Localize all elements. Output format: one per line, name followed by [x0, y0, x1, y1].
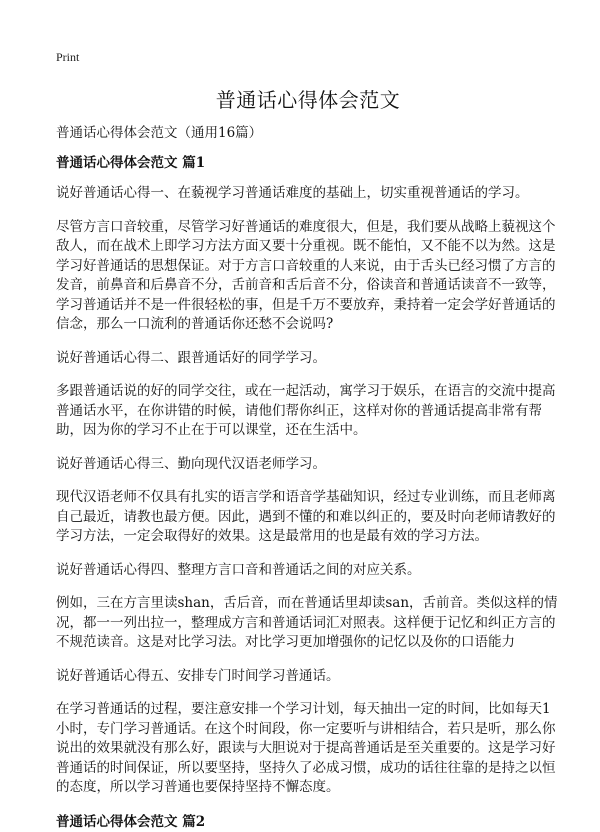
paragraph: 例如，三在方言里读shan，舌后音，而在普通话里却读san，舌前音。类似这样的情况，都一一列出拉一，整理成方言和普通话词汇对照表。这样便于记忆和纠正方言的不规范读音。这是对比学习法。对比学习更加增强你的记忆以及你的口语能力 — [56, 595, 558, 650]
document-subtitle: 普通话心得体会范文（通用16篇） — [56, 125, 263, 141]
paragraph: 说好普通话心得四、整理方言口音和普通话之间的对应关系。 — [56, 561, 421, 578]
paragraph: 多跟普通话说的好的同学交往，或在一起活动，寓学习于娱乐，在语言的交流中提高普通话水平，在你讲错的时候，请他们帮你纠正，这样对你的普通话提高非常有帮助，因为你的学习不止在于可以课堂，还在生活中。 — [56, 383, 556, 438]
paragraph: 现代汉语老师不仅具有扎实的语言学和语音学基础知识，经过专业训练，而且老师离自己最近，请教也最方便。因此，遇到不懂的和难以纠正的，要及时向老师请教好的学习方法，一定会取得好的效果。这是最常用的也是最有效的学习方法。 — [56, 489, 556, 544]
paragraph: 说好普通话心得五、安排专门时间学习普通话。 — [56, 667, 340, 684]
section-heading: 普通话心得体会范文 篇1 — [56, 155, 206, 171]
section-1 — [56, 153, 560, 798]
section-heading: 普通话心得体会范文 篇2 — [56, 813, 206, 830]
paragraph: 说好普通话心得二、跟普通话好的同学学习。 — [56, 349, 326, 366]
paragraph: 说好普通话心得一、在藐视学习普通话难度的基础上，切实重视普通话的学习。 — [56, 185, 529, 201]
section-2 — [56, 812, 560, 832]
paragraph: 说好普通话心得三、勤向现代汉语老师学习。 — [56, 455, 326, 472]
paragraph: 在学习普通话的过程，要注意安排一个学习计划，每天抽出一定的时间，比如每天1小时，专门学习普通话。在这个时间段，你一定要听与讲相结合，若只是听，那么你说出的效果就没有那么好，跟读与大胆说对于提高普通话是至关重要的。这是学习好普通话的时间保证，所以要坚持，坚持久了必成习惯，成功的话往往靠的是持之以恒的态度，所以学习普通也要保持坚持不懈态度。 — [56, 701, 556, 795]
print-link[interactable]: Print — [56, 50, 80, 64]
page-title: 普通话心得体会范文 — [215, 88, 401, 112]
paragraph: 尽管方言口音较重，尽管学习好普通话的难度很大，但是，我们要从战略上藐视这个敌人，而在战术上即学习方法方面又要十分重视。既不能怕，又不能不以为然。这是学习好普通话的思想保证。对于方言口音较重的人来说，由于舌头已经习惯了方言的发音，前鼻音和后鼻音不分，舌前音和舌后音不分，俗读音和普通话读音不一致等，学习普通话并不是一件很轻松的事，但是千万不要放弃，秉持着一定会学好普通话的信念，那么一口流利的普通话你还愁不会说吗? — [56, 218, 556, 332]
